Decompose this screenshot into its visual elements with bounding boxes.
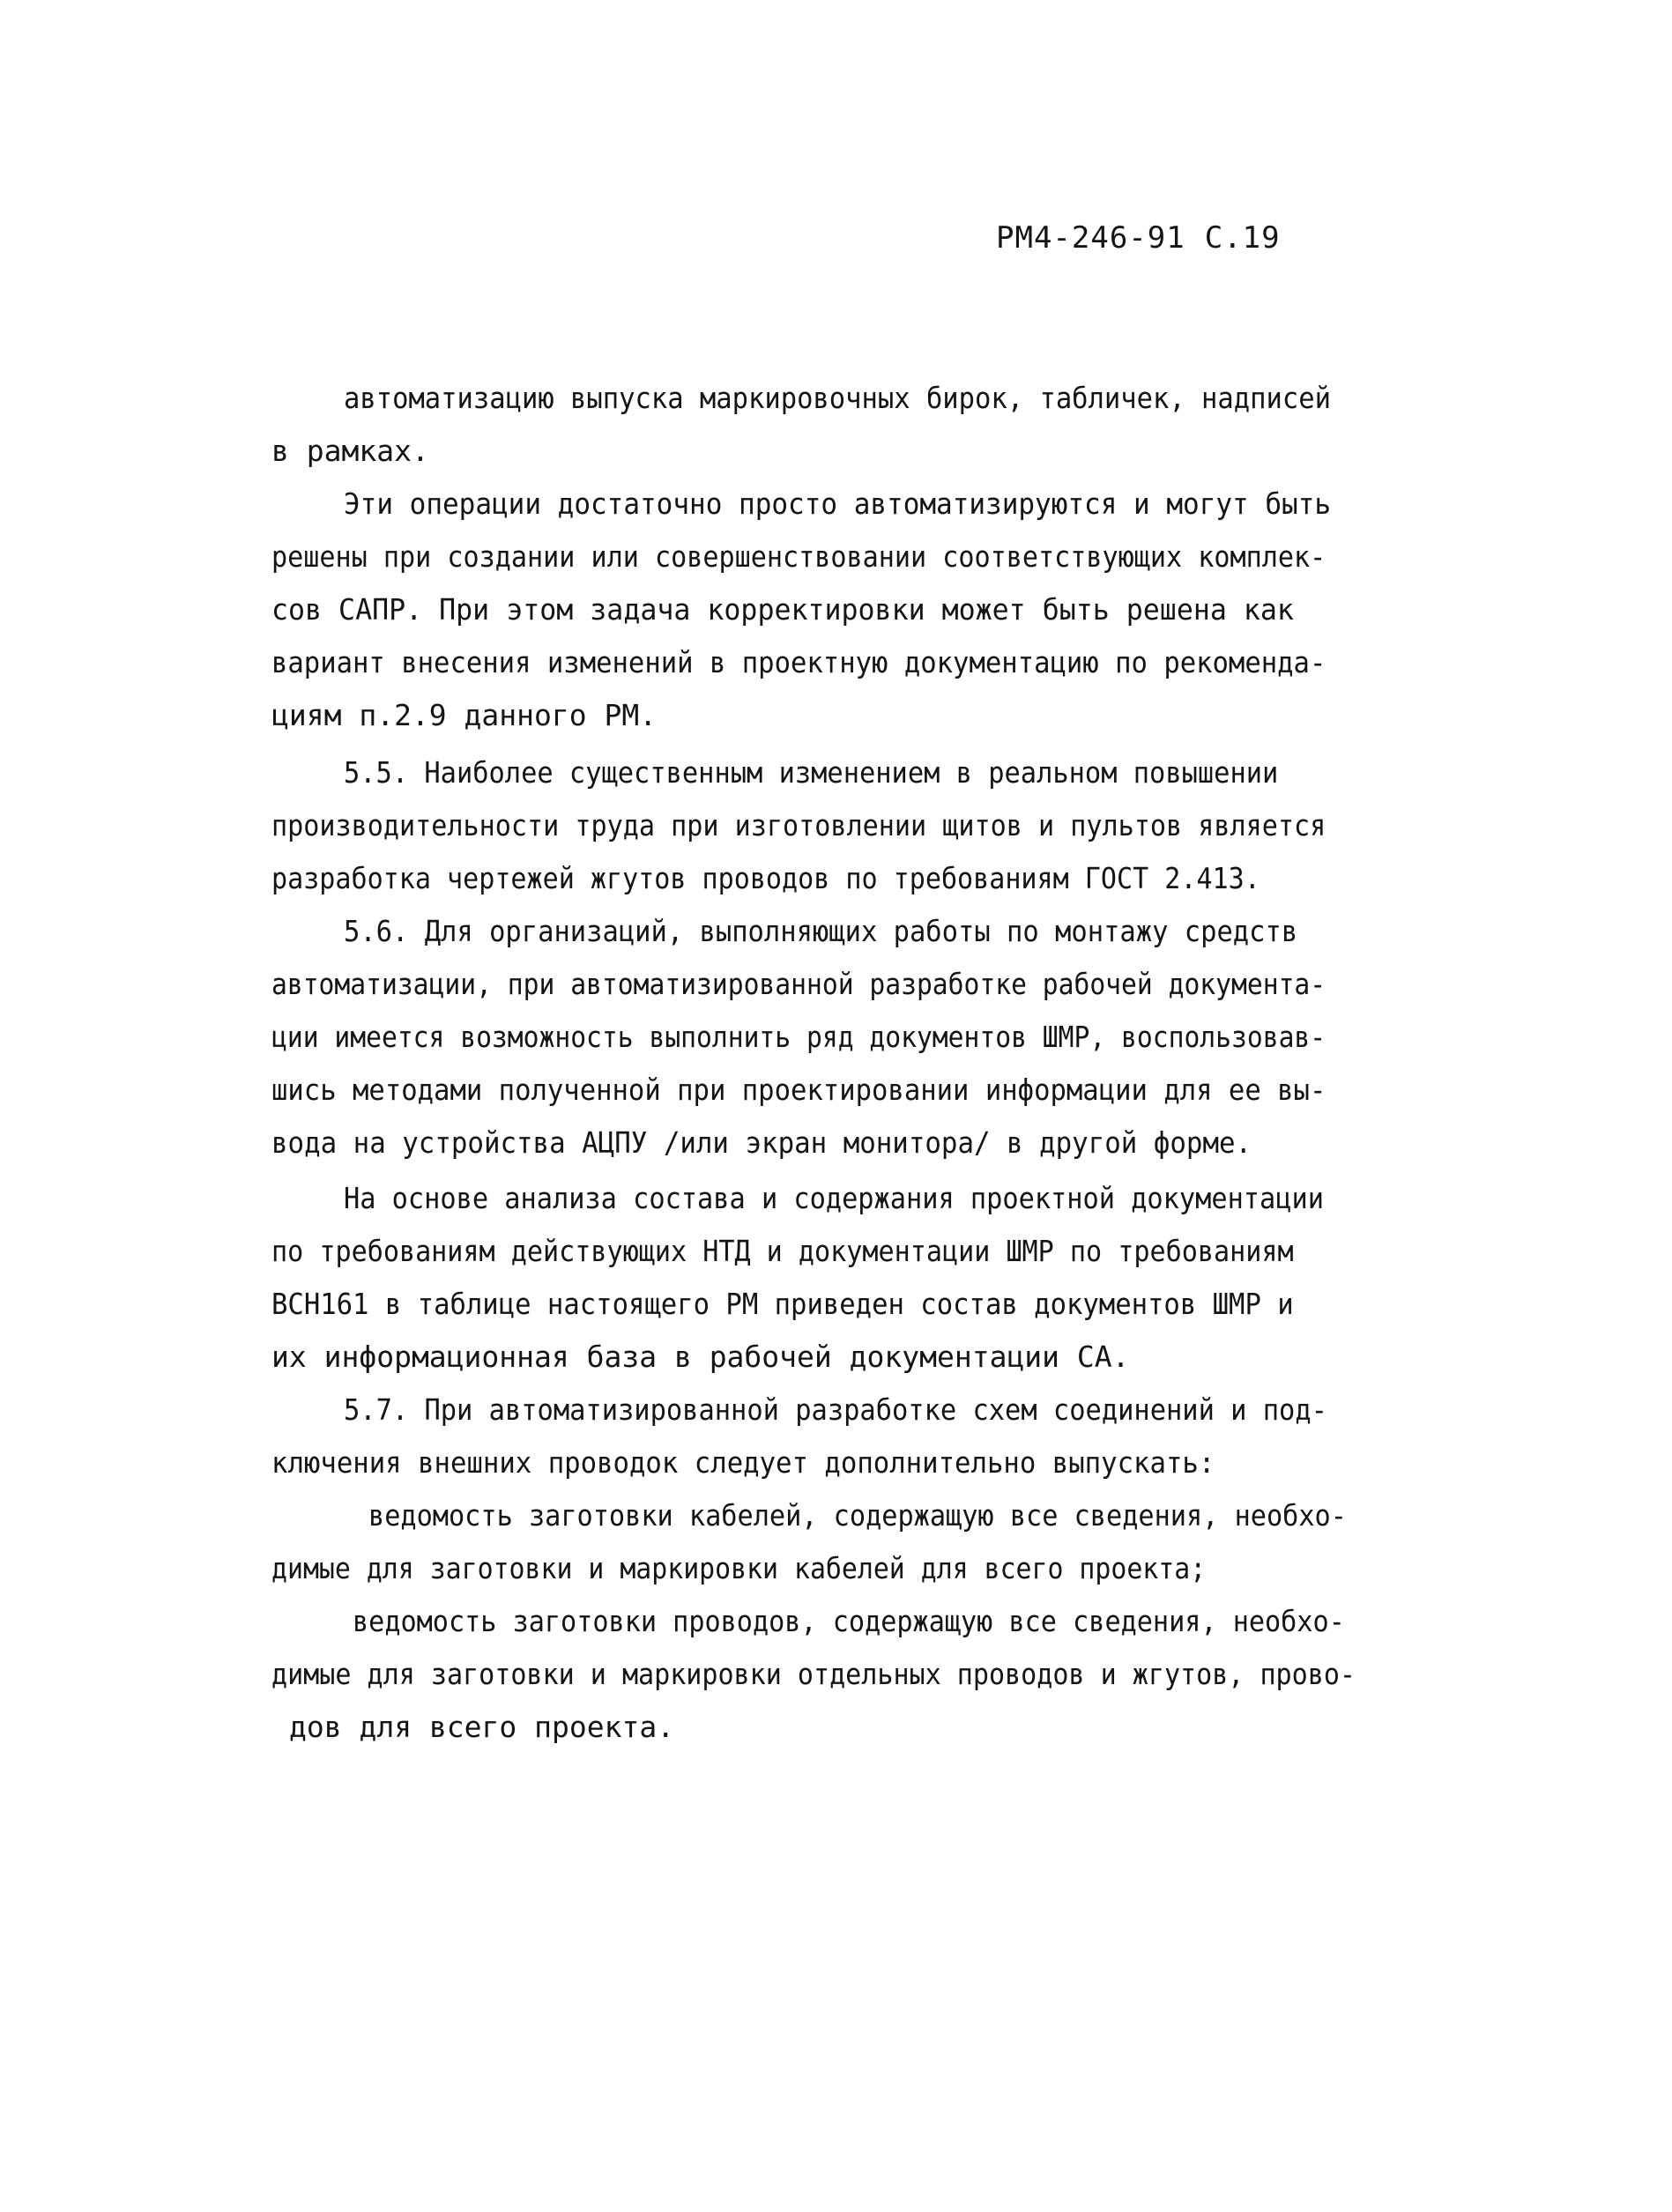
text-line: вода на устройства АЦПУ /или экран монитора/ в другой форме. — [271, 1125, 1252, 1160]
text-line: ции имеется возможность выполнить ряд документов ШМР, воспользовав- — [271, 1020, 1326, 1054]
text-line: ведомость заготовки проводов, содержащую все сведения, необхо- — [353, 1604, 1345, 1638]
text-line: димые для заготовки и маркировки отдельных проводов и жгутов, прово- — [271, 1657, 1356, 1691]
document-code: РМ4-246-91 — [996, 220, 1185, 256]
text-line: сов САПР. При этом задача корректировки может быть решена как — [271, 592, 1294, 627]
text-line: автоматизацию выпуска маркировочных бирок, табличек, надписей — [344, 381, 1331, 415]
text-line: в рамках. — [271, 434, 429, 468]
page-number: С.19 — [1204, 220, 1281, 256]
text-line: дов для всего проекта. — [289, 1710, 675, 1744]
text-line: циям п.2.9 данного РМ. — [271, 698, 658, 732]
text-line: автоматизации, при автоматизированной разработке рабочей документа- — [271, 967, 1326, 1001]
text-line: димые для заготовки и маркировки кабелей для всего проекта; — [271, 1551, 1207, 1585]
text-line: 5.6. Для организаций, выполняющих работы по монтажу средств — [344, 914, 1298, 948]
text-line: 5.5. Наиболее существенным изменением в реальном повышении — [344, 755, 1279, 790]
text-line: вариант внесения изменений в проектную документацию по рекоменда- — [271, 645, 1326, 679]
page-header — [996, 220, 1281, 256]
text-line: по требованиям действующих НТД и документации ШМР по требованиям — [271, 1234, 1294, 1268]
text-line: 5.7. При автоматизированной разработке схем соединений и под- — [344, 1392, 1327, 1427]
text-line: производительности труда при изготовлении щитов и пультов является — [271, 808, 1326, 842]
text-line: ведомость заготовки кабелей, содержащую все сведения, необхо- — [368, 1498, 1347, 1533]
text-line: Эти операции достаточно просто автоматизируются и могут быть — [344, 486, 1332, 521]
text-line: ВСН161 в таблице настоящего РМ приведен состав документов ШМР и — [271, 1287, 1294, 1321]
text-line: решены при создании или совершенствовании соответствующих комплек- — [271, 539, 1326, 574]
text-line: На основе анализа состава и содержания проектной документации — [344, 1181, 1324, 1215]
text-line: разработка чертежей жгутов проводов по требованиям ГОСТ 2.413. — [271, 861, 1260, 895]
text-line: их информационная база в рабочей документации СА. — [271, 1340, 1130, 1374]
text-line: ключения внешних проводок следует дополнительно выпускать: — [271, 1445, 1215, 1480]
text-line: шись методами полученной при проектировании информации для ее вы- — [271, 1073, 1326, 1107]
